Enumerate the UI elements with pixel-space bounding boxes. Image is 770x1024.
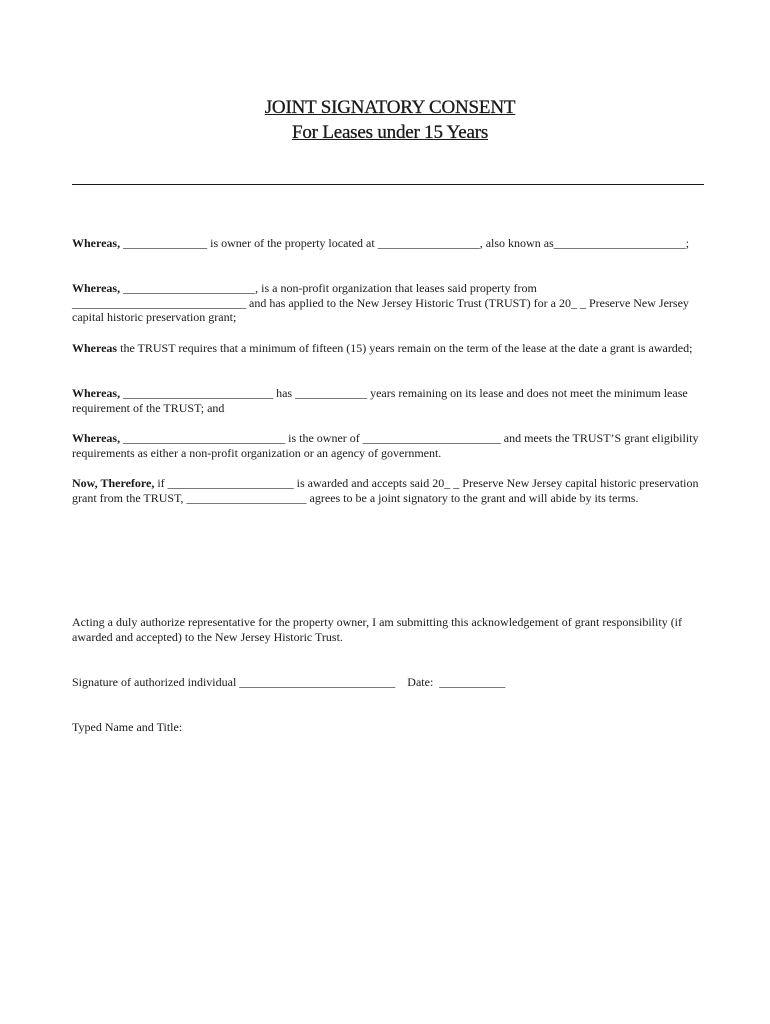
paragraph-lead: Now, Therefore, xyxy=(72,476,155,490)
paragraph-text: if _____________________ is awarded and accepts said 20_ _ Preserve New Jersey capital historic preservation grant from the TRUST, ____________________ agrees to be a joint signatory to the grant and will abide by its terms. xyxy=(72,476,699,505)
title-line-2: For Leases under 15 Years xyxy=(291,122,489,143)
signature-line: Signature of authorized individual __________________________ Date: ___________ xyxy=(72,675,506,689)
paragraph-now-therefore xyxy=(72,476,702,505)
paragraph-lead: Whereas, xyxy=(72,236,121,250)
typed-name-title-line: Typed Name and Title: xyxy=(72,720,183,734)
title-line-1: JOINT SIGNATORY CONSENT xyxy=(264,97,516,118)
paragraph-lead: Whereas xyxy=(72,341,118,355)
paragraph-whereas-nonprofit xyxy=(72,281,702,325)
paragraph-whereas-trust-requirement xyxy=(72,341,702,356)
paragraph-lead: Whereas, xyxy=(72,386,121,400)
paragraph-lead: Whereas, xyxy=(72,431,121,445)
document-title xyxy=(0,95,770,145)
paragraph-text: ___________________________ is the owner of _______________________ and meets the TRUST’S grant eligibility requirements as either a non-profit organization or an agency of government. xyxy=(72,431,699,460)
paragraph-lead: Whereas, xyxy=(72,281,121,295)
horizontal-rule xyxy=(72,184,704,185)
paragraph-whereas-eligibility xyxy=(72,431,702,460)
paragraph-text: ______________________, is a non-profit organization that leases said property from _____________________________ and has applied to the New Jersey Historic Trust (TRUST) for a 20_ _ Preserve New Jersey capital historic preservation grant; xyxy=(72,281,689,324)
paragraph-text: the TRUST requires that a minimum of fifteen (15) years remain on the term of the lease at the date a grant is awarded; xyxy=(117,341,693,355)
paragraph-acknowledgement: Acting a duly authorize representative for the property owner, I am submitting this acknowledgement of grant responsibility (if awarded and accepted) to the New Jersey Historic Trust. xyxy=(72,615,683,644)
paragraph-text: _________________________ has ____________ years remaining on its lease and does not meet the minimum lease requirement of the TRUST; and xyxy=(72,386,688,415)
paragraph-whereas-lease-remaining xyxy=(72,386,702,415)
paragraph-whereas-owner xyxy=(72,236,702,251)
paragraph-text: ______________ is owner of the property located at _________________, also known as______________________; xyxy=(120,236,690,250)
